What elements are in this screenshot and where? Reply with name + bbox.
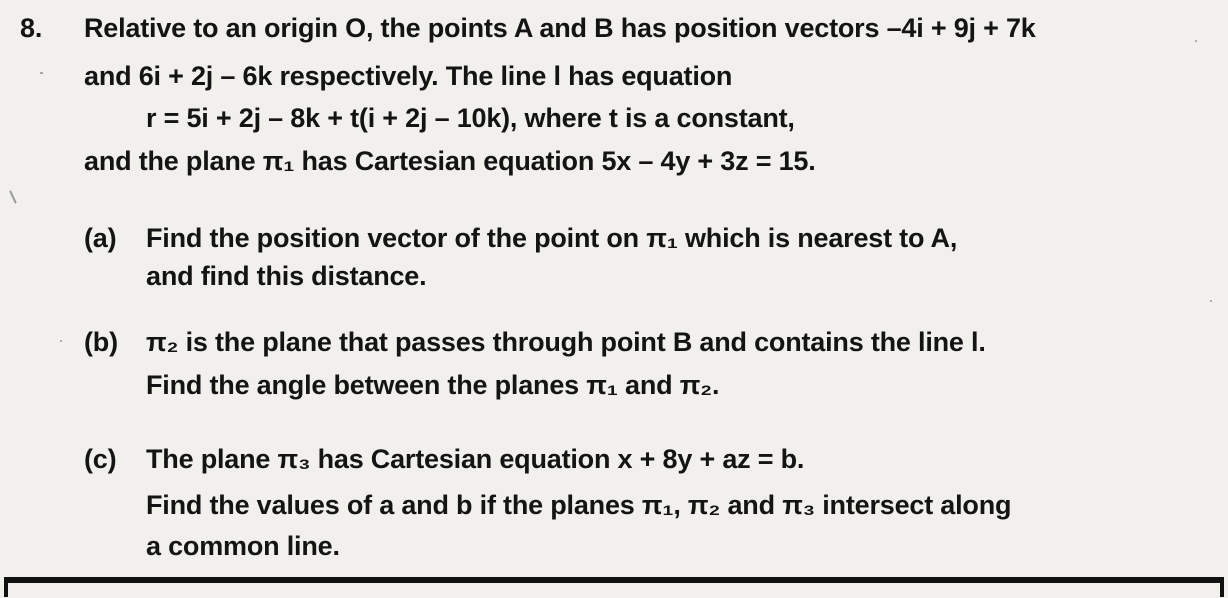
- line-equation: r = 5i + 2j – 8k + t(i + 2j – 10k), where t is a constant,: [146, 103, 795, 133]
- scan-speck: [40, 72, 43, 74]
- part-b-line-2: Find the angle between the planes π₁ and π₂.: [146, 370, 720, 400]
- intro-line-2: and 6i + 2j – 6k respectively. The line l has equation: [84, 61, 733, 91]
- plane-equation: and the plane π₁ has Cartesian equation 5x – 4y + 3z = 15.: [84, 146, 816, 176]
- question-number: 8.: [20, 13, 43, 43]
- part-a-line-2: and find this distance.: [146, 261, 427, 291]
- part-a-line-1: Find the position vector of the point on π₁ which is nearest to A,: [146, 223, 958, 253]
- scan-speck: [60, 340, 62, 342]
- part-c-line-3: a common line.: [146, 531, 340, 561]
- part-b-label: (b): [84, 327, 118, 357]
- intro-line-1: Relative to an origin O, the points A and B has position vectors –4i + 9j + 7k: [84, 13, 1036, 43]
- scan-speck: [9, 190, 17, 204]
- scan-speck: [1210, 300, 1212, 302]
- page-border-rule: [4, 577, 1224, 597]
- part-a-label: (a): [84, 223, 117, 253]
- part-c-line-1: The plane π₃ has Cartesian equation x + 8y + az = b.: [146, 444, 805, 474]
- part-c-line-2: Find the values of a and b if the planes π₁, π₂ and π₃ intersect along: [146, 490, 1012, 520]
- scan-speck: [1195, 40, 1197, 42]
- part-b-line-1: π₂ is the plane that passes through point B and contains the line l.: [146, 327, 986, 357]
- part-c-label: (c): [84, 444, 117, 474]
